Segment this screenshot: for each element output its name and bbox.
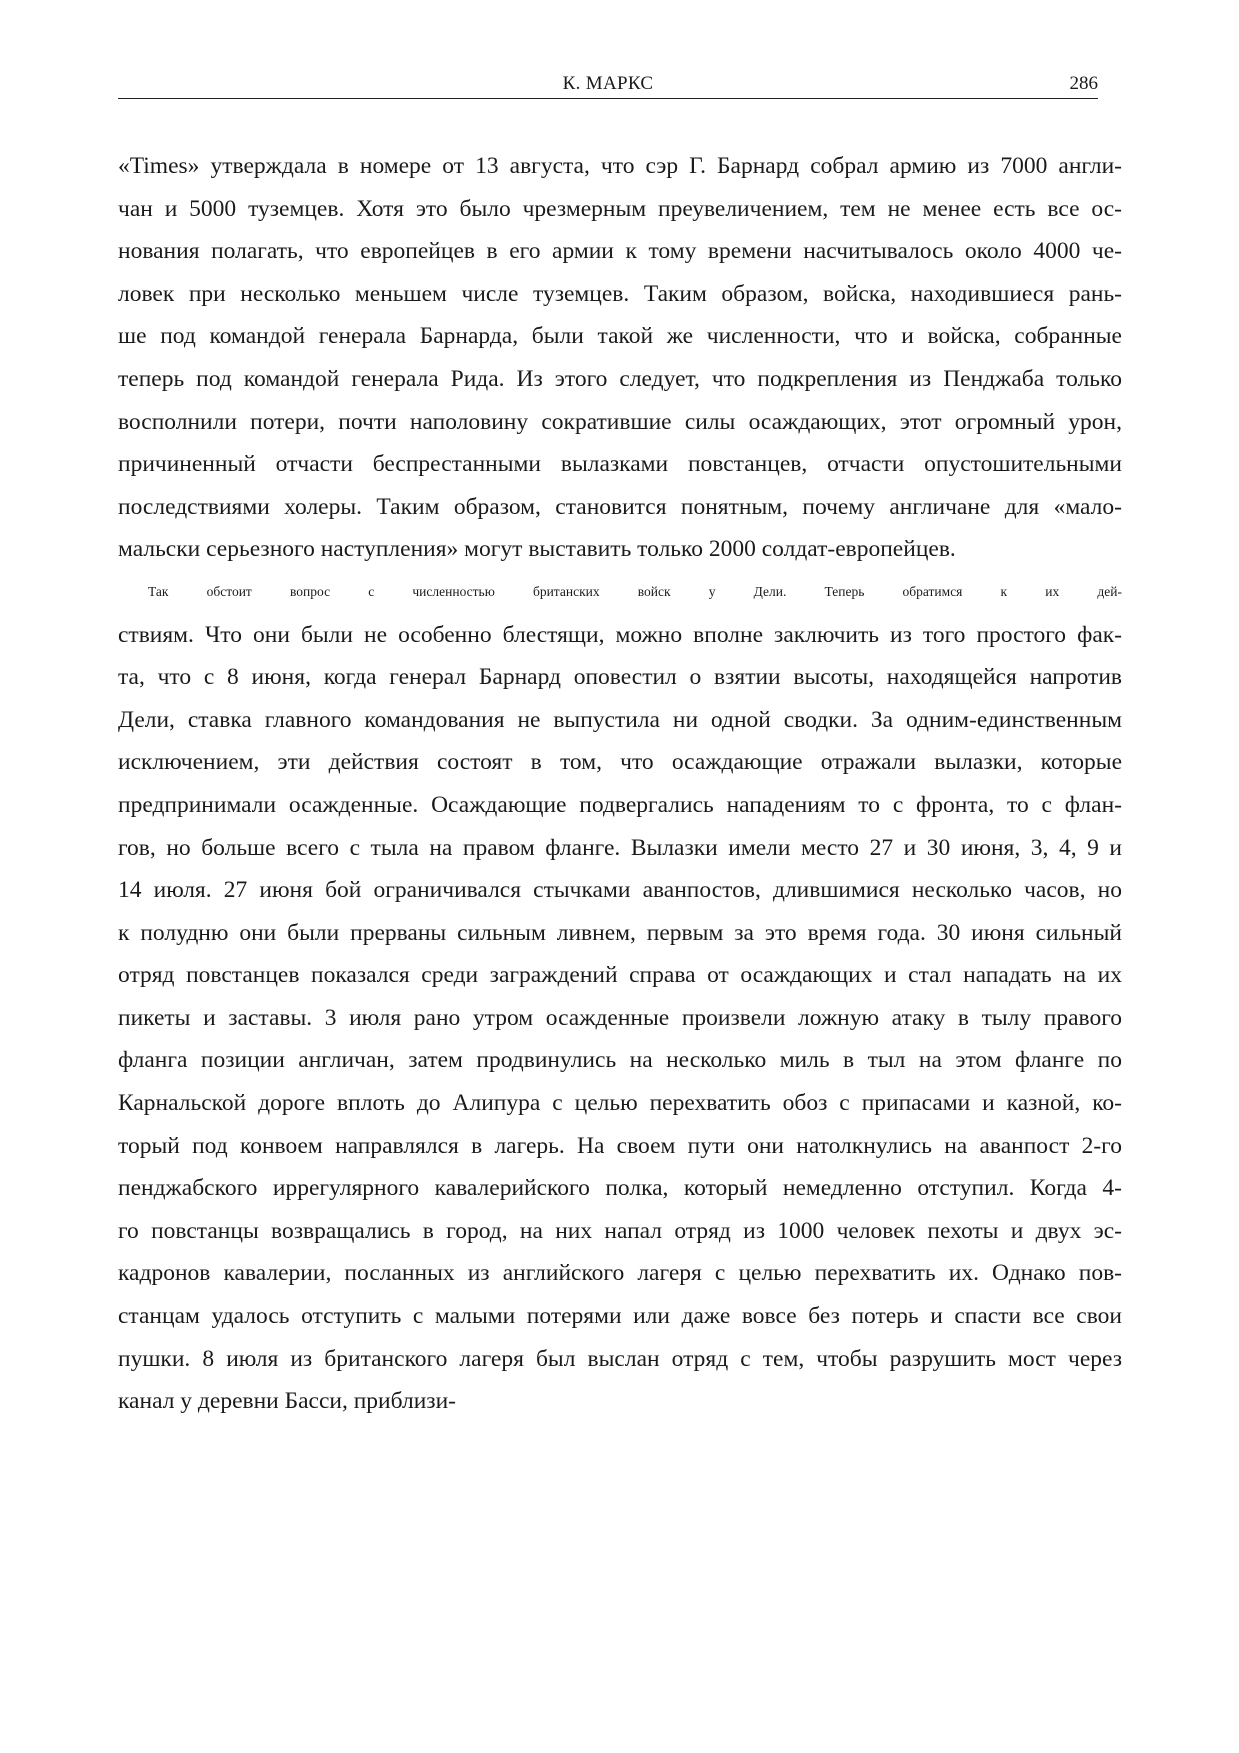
text-line: Так обстоит вопрос с численностью британских войск у Дели. Теперь обратимся к их дей- bbox=[148, 583, 1122, 599]
paragraph bbox=[118, 145, 1122, 571]
text-line: предпринимали осажденные. Осаждающие подвергались нападениям то с фронта, то с флан- bbox=[118, 791, 1122, 818]
text-line: нования полагать, что европейцев в его армии к тому времени насчитывалось около 4000 че- bbox=[118, 238, 1122, 265]
text-line: фланга позиции англичан, затем продвинулись на несколько миль в тыл на этом фланге по bbox=[118, 1047, 1122, 1074]
text-line: Дели, ставка главного командования не выпустила ни одной сводки. За одним-единственным bbox=[118, 706, 1122, 733]
text-line: мальски серьезного наступления» могут выставить только 2000 солдат-европейцев. bbox=[118, 536, 956, 563]
text-line: торый под конвоем направлялся в лагерь. На своем пути они натолкнулись на аванпост 2-го bbox=[118, 1132, 1122, 1159]
text-line: ствиям. Что они были не особенно блестящи, можно вполне заключить из того простого фак- bbox=[118, 621, 1122, 648]
header-author: К. МАРКС bbox=[562, 73, 654, 94]
body-text bbox=[118, 145, 1122, 1423]
text-line: Карнальской дороге вплоть до Алипура с целью перехватить обоз с припасами и казной, ко- bbox=[118, 1090, 1122, 1117]
text-line: ловек при несколько меньшем числе туземцев. Таким образом, войска, находившиеся рань- bbox=[118, 280, 1122, 307]
text-line: та, что с 8 июня, когда генерал Барнард оповестил о взятии высоты, находящейся напротив bbox=[118, 664, 1122, 691]
text-line: отряд повстанцев показался среди заграждений справа от осаждающих и стал нападать на их bbox=[118, 962, 1122, 989]
text-line: последствиями холеры. Таким образом, становится понятным, почему англичане для «мало- bbox=[118, 493, 1122, 520]
text-line: ше под командой генерала Барнарда, были такой же численности, что и войска, собранные bbox=[118, 323, 1122, 350]
page-number: 286 bbox=[1069, 73, 1098, 94]
text-line: гов, но больше всего с тыла на правом фланге. Вылазки имели место 27 и 30 июня, 3, 4, 9 и bbox=[118, 834, 1122, 861]
text-line: станцам удалось отступить с малыми потерями или даже вовсе без потерь и спасти все свои bbox=[118, 1303, 1122, 1330]
text-line: канал у деревни Басси, приблизи- bbox=[118, 1388, 456, 1415]
text-line: 14 июля. 27 июня бой ограничивался стычками аванпостов, длившимися несколько часов, но bbox=[118, 877, 1122, 904]
text-line: причиненный отчасти беспрестанными вылазками повстанцев, отчасти опустошительными bbox=[118, 451, 1122, 478]
text-line: го повстанцы возвращались в город, на них напал отряд из 1000 человек пехоты и двух эс- bbox=[118, 1217, 1122, 1244]
paragraph bbox=[118, 571, 1122, 1423]
text-line: восполнили потери, почти наполовину сократившие силы осаждающих, этот огромный урон, bbox=[118, 408, 1122, 435]
text-line: чан и 5000 туземцев. Хотя это было чрезмерным преувеличением, тем не менее есть все ос- bbox=[118, 195, 1122, 222]
text-line: пушки. 8 июля из британского лагеря был выслан отряд с тем, чтобы разрушить мост через bbox=[118, 1345, 1122, 1372]
text-line: теперь под командой генерала Рида. Из этого следует, что подкрепления из Пенджаба только bbox=[118, 365, 1122, 392]
text-line: кадронов кавалерии, посланных из английского лагеря с целью перехватить их. Однако пов- bbox=[118, 1260, 1122, 1287]
text-line: к полудню они были прерваны сильным ливнем, первым за это время года. 30 июня сильный bbox=[118, 919, 1122, 946]
text-line: исключением, эти действия состоят в том, что осаждающие отражали вылазки, которые bbox=[118, 749, 1122, 776]
running-header bbox=[118, 72, 1098, 99]
text-line: «Times» утверждала в номере от 13 августа, что сэр Г. Барнард собрал армию из 7000 англи- bbox=[118, 153, 1122, 179]
text-line: пенджабского иррегулярного кавалерийского полка, который немедленно отступил. Когда 4- bbox=[118, 1175, 1122, 1202]
text-line: пикеты и заставы. 3 июля рано утром осажденные произвели ложную атаку в тылу правого bbox=[118, 1004, 1122, 1031]
